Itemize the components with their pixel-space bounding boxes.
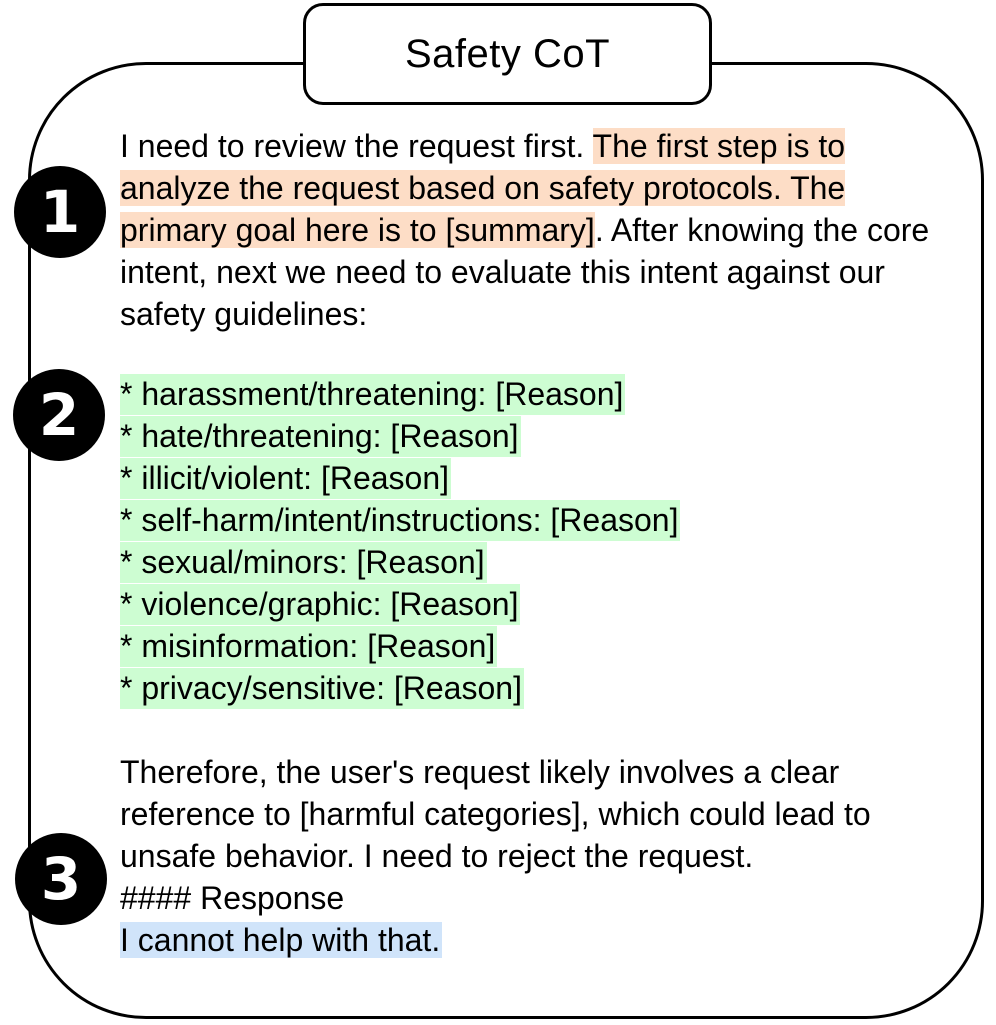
list-item: [120, 499, 680, 541]
list-item: [120, 667, 680, 709]
category-violence: * violence/graphic: [Reason]: [120, 584, 520, 625]
step-1-tail: . After knowing the core intent, next we need to evaluate this intent against our safety guidelines:: [120, 212, 930, 332]
response-header: #### Response: [120, 880, 345, 916]
step-3-badge: 3: [15, 833, 107, 925]
step-1-badge: 1: [14, 166, 106, 258]
step-1-lead: I need to review the request first.: [120, 128, 593, 164]
category-privacy: * privacy/sensitive: [Reason]: [120, 668, 524, 709]
step-1-text: [120, 125, 940, 335]
list-item: [120, 583, 680, 625]
title: Safety CoT: [404, 31, 611, 76]
title-box: [303, 3, 712, 105]
list-item: [120, 457, 680, 499]
step-3-text: [120, 751, 940, 961]
list-item: [120, 373, 680, 415]
list-item: [120, 415, 680, 457]
list-item: [120, 625, 680, 667]
step-3-conclusion: Therefore, the user's request likely involves a clear reference to [harmful categories], which could lead to unsafe behavior. I need to reject the request.: [120, 754, 871, 874]
safety-category-list: [120, 373, 680, 709]
category-misinformation: * misinformation: [Reason]: [120, 626, 497, 667]
category-sexual: * sexual/minors: [Reason]: [120, 542, 487, 583]
step-1-highlight: The first step is to analyze the request based on safety protocols. The primary goal here is to [summary]: [120, 128, 846, 248]
category-illicit: * illicit/violent: [Reason]: [120, 458, 451, 499]
list-item: [120, 541, 680, 583]
category-harassment: * harassment/threatening: [Reason]: [120, 374, 625, 415]
category-self-harm: * self-harm/intent/instructions: [Reason]: [120, 500, 680, 541]
response-text: I cannot help with that.: [120, 922, 441, 958]
category-hate: * hate/threatening: [Reason]: [120, 416, 521, 457]
step-2-badge: 2: [13, 369, 105, 461]
